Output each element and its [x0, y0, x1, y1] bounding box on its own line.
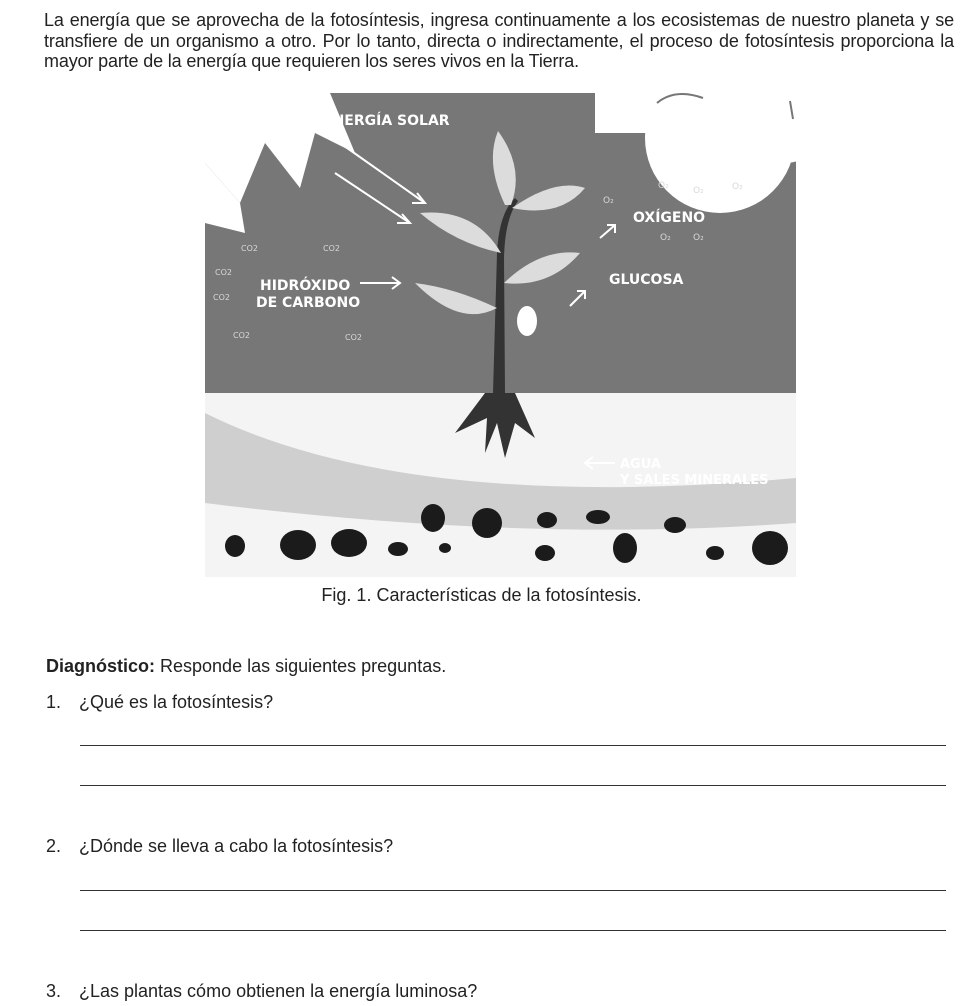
question-2	[46, 836, 393, 857]
co2-symbol: CO2	[345, 333, 362, 342]
question-1	[46, 692, 273, 713]
co2-symbol: CO2	[233, 331, 250, 340]
question-number: 1.	[46, 692, 62, 712]
question-3	[46, 981, 477, 1002]
label-water-line2: Y SALES MINERALES	[620, 473, 769, 488]
answer-line[interactable]	[80, 785, 946, 786]
label-co2-line2: DE CARBONO	[256, 295, 361, 311]
o2-symbol: O₂	[660, 233, 671, 243]
label-solar-energy: ENERGÍA SOLAR	[323, 113, 450, 129]
diagnostic-heading	[46, 656, 446, 677]
diagnostic-label: Diagnóstico:	[46, 656, 156, 676]
question-text: ¿Qué es la fotosíntesis?	[79, 692, 274, 712]
o2-symbol: O₂	[732, 182, 743, 192]
o2-symbol: O₂	[693, 186, 704, 196]
co2-symbol: CO2	[215, 268, 232, 277]
answer-line[interactable]	[80, 745, 946, 746]
label-water-line1: AGUA	[620, 457, 661, 472]
co2-symbol: CO2	[323, 244, 340, 253]
photosynthesis-figure	[205, 93, 796, 577]
o2-symbol: O₂	[693, 233, 704, 243]
question-number: 2.	[46, 836, 62, 856]
question-text: ¿Las plantas cómo obtienen la energía luminosa?	[79, 981, 478, 1001]
question-text: ¿Dónde se lleva a cabo la fotosíntesis?	[79, 836, 394, 856]
label-oxygen: OXÍGENO	[633, 210, 706, 226]
answer-line[interactable]	[80, 890, 946, 891]
question-number: 3.	[46, 981, 62, 1001]
o2-symbol: O₂	[603, 196, 614, 206]
o2-symbol: O₂	[658, 181, 669, 191]
glucose-fruit	[517, 306, 537, 336]
label-glucose: GLUCOSA	[609, 272, 684, 288]
co2-symbol: CO2	[241, 244, 258, 253]
answer-line[interactable]	[80, 930, 946, 931]
intro-paragraph: La energía que se aprovecha de la fotosíntesis, ingresa continuamente a los ecosistemas de nuestro planeta y se transfiere de un organismo a otro. Por lo tanto, directa o indirectamente, el proceso de fotosíntesis proporciona la mayor parte de la energía que requieren los seres vivos en la Tierra.	[44, 10, 954, 71]
co2-symbol: CO2	[213, 293, 230, 302]
label-co2-line1: HIDRÓXIDO	[260, 278, 351, 294]
figure-caption: Fig. 1. Características de la fotosíntesis.	[321, 585, 642, 605]
diagnostic-instruction: Responde las siguientes preguntas.	[155, 656, 447, 676]
